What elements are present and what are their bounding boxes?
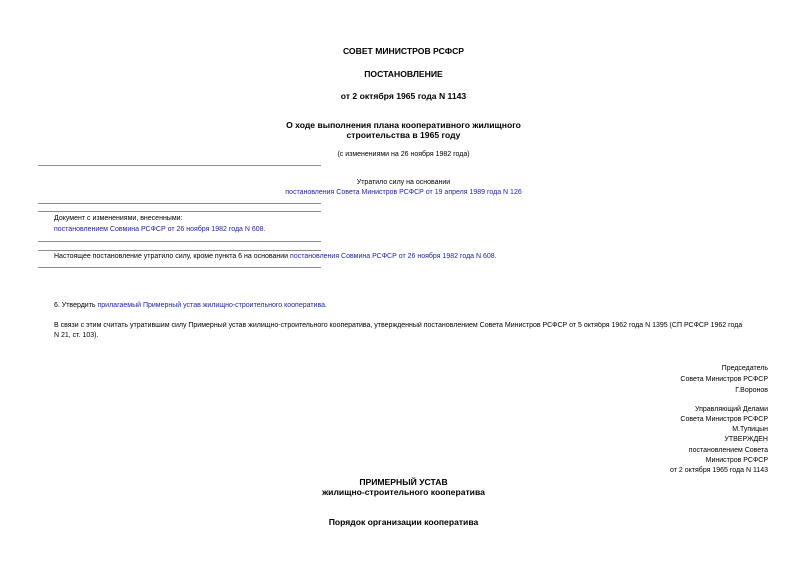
manager-name: М.Тупицын (732, 426, 768, 433)
divider (38, 165, 321, 166)
chair-org: Совета Министров РСФСР (680, 376, 768, 383)
manager-title: Управляющий Делами (694, 406, 768, 413)
charter-subtitle: жилищно-строительного кооператива (322, 487, 485, 497)
divider (38, 241, 321, 242)
paragraph-6 (54, 302, 327, 309)
approval-line4: от 2 октября 1965 года N 1143 (670, 467, 768, 474)
divider (38, 250, 321, 251)
document-title-line2: строительства в 1965 году (346, 130, 461, 140)
partial-repeal-text: Настоящее постановление утратило силу, кроме пункта 6 на основании (54, 253, 291, 260)
divider (38, 267, 321, 268)
divider (38, 203, 321, 204)
changes-link[interactable]: постановлением Совмина РСФСР от 26 ноября 1982 года N 608. (54, 226, 266, 233)
paragraph-6-suffix: . (325, 302, 327, 309)
changes-note: Документ с изменениями, внесенными: (54, 215, 183, 222)
chair-name: Г.Воронов (735, 387, 768, 394)
document-date-number: от 2 октября 1965 года N 1143 (340, 91, 467, 101)
divider (38, 211, 321, 212)
paragraph-6-prefix: 6. Утвердить (54, 302, 98, 309)
paragraph-repeal-line1: В связи с этим считать утратившим силу Примерный устав жилищно-строительного кооператива, утвержденный постановлением Совета Министров РСФСР от 5 октября 1962 года N 1395 (СП РСФСР 1962 года (54, 322, 743, 329)
council-name: СОВЕТ МИНИСТРОВ РСФСР (342, 46, 465, 56)
paragraph-repeal-line2: N 21, ст. 103). (54, 332, 99, 339)
charter-link[interactable]: прилагаемый Примерный устав жилищно-строительного кооператива (97, 302, 325, 309)
document-type: ПОСТАНОВЛЕНИЕ (364, 69, 443, 79)
repeal-link[interactable]: постановления Совета Министров РСФСР от 19 апреля 1989 года N 126 (285, 189, 522, 196)
amendments-note: (с изменениями на 26 ноября 1982 года) (337, 151, 470, 158)
chair-title: Председатель (721, 365, 768, 372)
approval-line1: УТВЕРЖДЕН (724, 436, 768, 443)
manager-org: Совета Министров РСФСР (680, 416, 768, 423)
section-heading: Порядок организации кооператива (328, 517, 479, 527)
approval-line2: постановлением Совета (688, 447, 768, 454)
partial-repeal-note (54, 253, 497, 260)
approval-line3: Министров РСФСР (705, 457, 768, 464)
document-title-line1: О ходе выполнения плана кооперативного жилищного (286, 120, 521, 130)
repeal-note: Утратило силу на основании (356, 179, 451, 186)
partial-repeal-link[interactable]: постановления Совмина РСФСР от 26 ноября 1982 года N 608. (290, 253, 497, 260)
charter-title: ПРИМЕРНЫЙ УСТАВ (359, 477, 448, 487)
